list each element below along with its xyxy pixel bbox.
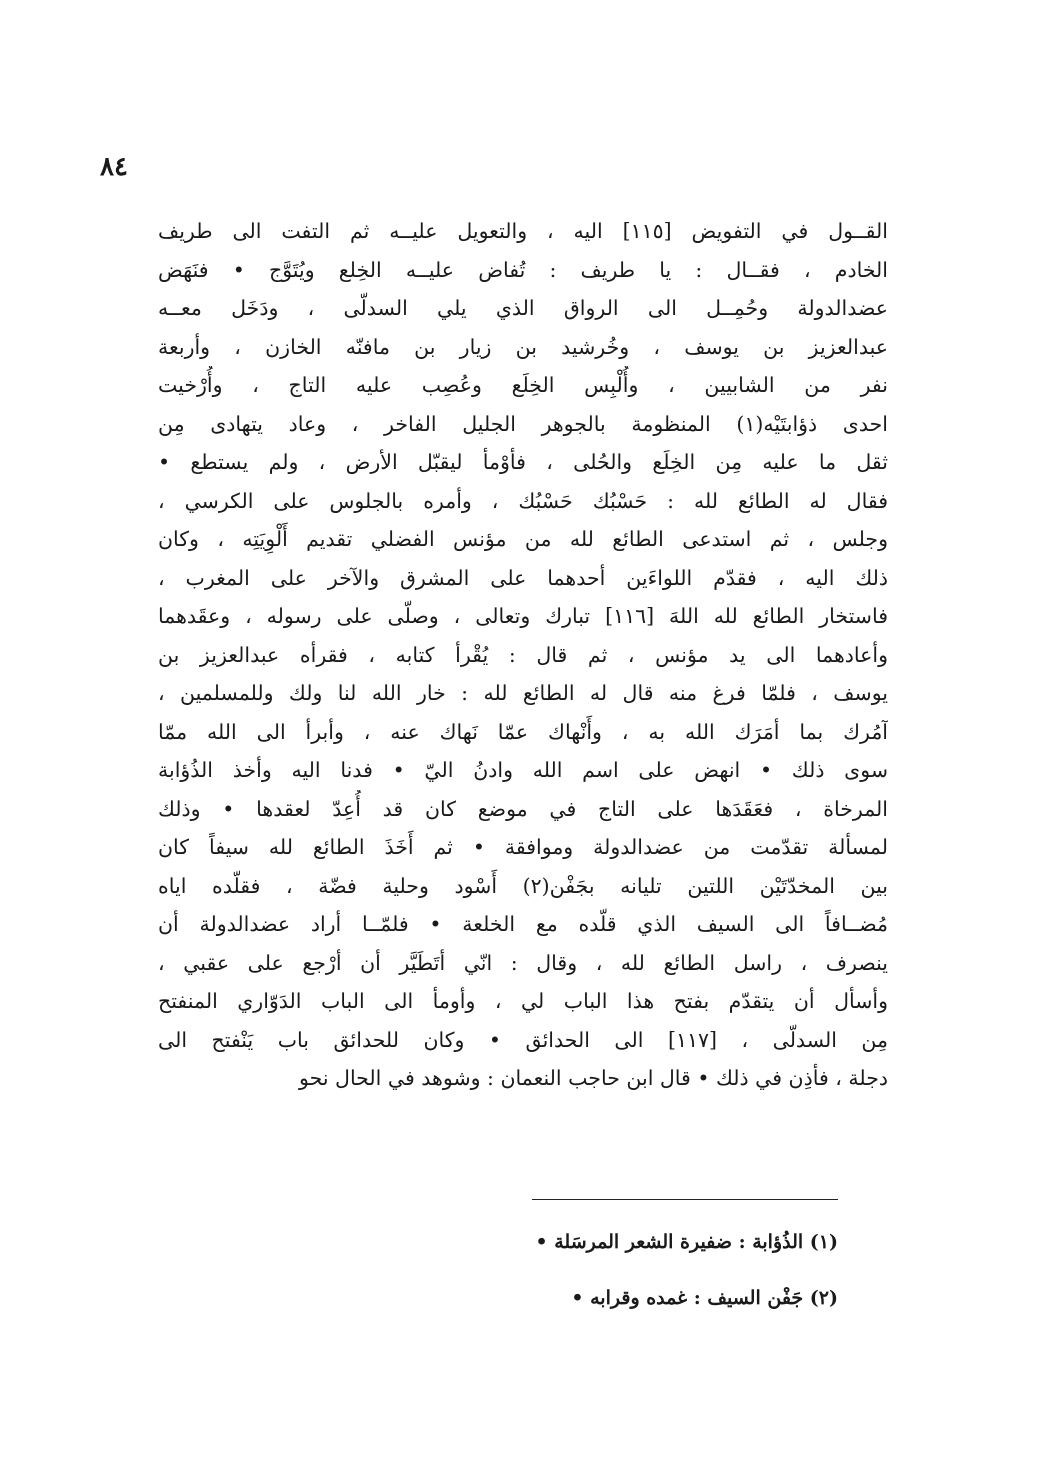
page-number: ٨٤ xyxy=(100,152,128,182)
text-line: لمسألة تقدّمت من عضدالدولة وموافقة • ثم أَخَذَ الطائع لله سيفاً كان xyxy=(158,835,888,859)
text-line: ينصرف ، راسل الطائع لله ، وقال : انّي أتَطَيَّر أن أرْجع على عقبي ، xyxy=(158,950,888,975)
text-line: وأسأل أن يتقدّم بفتح هذا الباب لي ، وأومأ الى الباب الدَوّاري المنفتح xyxy=(158,989,888,1013)
text-line: دجلة ، فأذِن في ذلك • قال ابن حاجب النعمان : وشوهد في الحال نحو xyxy=(299,1066,888,1090)
text-line: آمُرك بما أمَرَك الله به ، وأَنْهاك عمّا نَهاك عنه ، وأبرأ الى الله ممّا xyxy=(158,719,888,744)
text-line: بين المخدّتَيْن اللتين تليانه بجَفْن(٢) أَسْود وحلية فضّة ، فقلّده اياه xyxy=(158,873,888,898)
footnote-2: (٢) جَفْن السيف : غمده وقرابه • xyxy=(571,1287,838,1309)
text-line: المرخاة ، فعَقَدَها على التاج في موضع كان قد أُعِدّ لعقدها • وذلك xyxy=(158,796,888,821)
footnote-separator xyxy=(532,1199,838,1200)
main-text xyxy=(158,212,888,1098)
text-line: فاستخار الطائع لله اللهَ [١١٦] تبارك وتعالى ، وصلّى على رسوله ، وعقَدهما xyxy=(158,604,888,628)
text-line: مُضــافاً الى السيف الذي قلّده مع الخلعة • فلمّــا أراد عضدالدولة أن xyxy=(158,912,888,936)
text-line: يوسف ، فلمّا فرغ منه قال له الطائع لله : خار الله لنا ولك وللمسلمين ، xyxy=(158,681,888,705)
text-line: وجلس ، ثم استدعى الطائع لله من مؤنس الفضلي تقديم أَلْوِيَتِه ، وكان xyxy=(158,527,888,551)
text-line: ثقل ما عليه مِن الخِلَع والحُلى ، فأوْمأ ليقبّل الأرض ، ولم يستطع • xyxy=(158,450,888,474)
text-line: سوى ذلك • انهض على اسم الله وادنُ اليّ • فدنا اليه وأخذ الذُؤابة xyxy=(158,758,888,782)
text-line: عضدالدولة وحُمِــل الى الرواق الذي يلي السدلّى ، ودَخَل معــه xyxy=(158,296,888,320)
text-line: فقال له الطائع لله : حَسْبُك حَسْبُك ، وأمره بالجلوس على الكرسي ، xyxy=(158,488,888,513)
footnote-1: (١) الذُؤابة : ضفيرة الشعر المرسَلة • xyxy=(535,1231,838,1253)
text-line: مِن السدلّى ، [١١٧] الى الحدائق • وكان للحدائق باب يَنْفتح الى xyxy=(158,1027,888,1052)
text-line: نفر من الشابيين ، وأُلْبِس الخِلَع وعُصِب عليه التاج ، وأُرْخيت xyxy=(158,373,888,397)
text-line: الخادم ، فقــال : يا طريف : تُفاض عليــه الخِلع ويُتَوَّج • فنَهَض xyxy=(158,257,888,282)
text-line: وأعادهما الى يد مؤنس ، ثم قال : يُقْرأ كتابه ، فقرأه عبدالعزيز بن xyxy=(158,642,888,667)
text-line: ذلك اليه ، فقدّم اللواءَين أحدهما على المشرق والآخر على المغرب ، xyxy=(158,565,888,590)
text-line: القــول في التفويض [١١٥] اليه ، والتعويل عليــه ثم التفت الى طريف xyxy=(158,219,888,243)
footnotes xyxy=(300,1222,838,1334)
text-line: عبدالعزيز بن يوسف ، وخُرشيد بن زيار بن مافنّه الخازن ، وأربعة xyxy=(158,334,888,359)
text-line: احدى ذؤابتَيْه(١) المنظومة بالجوهر الجليل الفاخر ، وعاد يتهادى مِن xyxy=(158,411,888,436)
